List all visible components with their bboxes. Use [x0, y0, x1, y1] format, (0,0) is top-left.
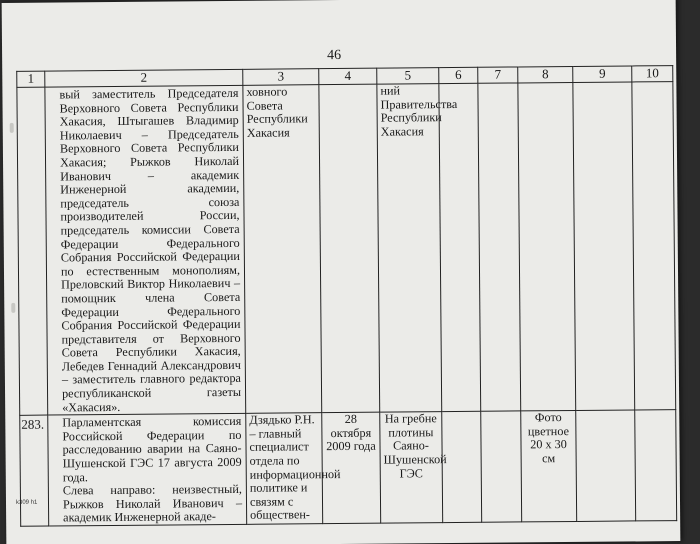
date-cell: [319, 84, 380, 413]
binder-hole: [11, 303, 15, 313]
row-number: 283.: [20, 415, 49, 526]
date-cell: 28 октября 2009 года: [322, 412, 381, 523]
page-number: 46: [327, 47, 342, 64]
footer-stamp: k309 h1: [15, 499, 38, 506]
location-cell: На гребне плотины Саяно-Шушенской ГЭС: [380, 412, 443, 523]
column-header: 5: [377, 68, 439, 85]
description-title: Парламентская комиссия Российской Федерации по расследованию аварии на Саяно-Шушенской ГЭС 17 августа 2009 года.: [62, 414, 242, 485]
empty-cell: [635, 410, 677, 521]
row-number: [17, 87, 48, 415]
empty-cell: [478, 83, 521, 412]
author-cell: Дзядько Р.Н. – главный специалист отдела по информационной политике и связям с обществен-: [246, 413, 323, 524]
empty-cell: [442, 412, 482, 523]
archive-inventory-table: [16, 65, 677, 527]
format-cell: Фото цветное 20 х 30 см: [521, 411, 577, 522]
empty-cell: [573, 82, 635, 411]
column-header: 3: [243, 69, 319, 86]
empty-cell: [576, 410, 636, 521]
empty-cell: [632, 82, 676, 411]
column-header: 10: [632, 66, 673, 82]
binder-hole: [10, 123, 14, 133]
empty-cell: [439, 83, 481, 412]
description-cell: [48, 414, 247, 526]
column-header: 6: [439, 67, 478, 83]
empty-cell: [481, 411, 522, 522]
column-header: 4: [319, 68, 377, 85]
column-header: 9: [573, 66, 632, 83]
format-cell: [518, 82, 576, 411]
column-header: 7: [478, 67, 518, 83]
description-text: Слева направо: неизвестный, Рыжков Николай Иванович – академик Инженерной акаде-: [62, 482, 243, 525]
description-text: вый заместитель Председателя Верховного Совета Республики Хакасия, Штыгашев Владимир Николаевич – Председатель Верховного Совета Республики Хакасия; Рыжков Николай Иванович – академик Инженерной академии, председатель союза производителей России, председатель комиссии Совета Федерации Федерального Собрания Российской Федерации по естественным монополиям, Преловский Виктор Николаевич – помощник члена Совета Федерации Федерального Собрания Российской Федерации представителя от Верховного Совета Республики Хакасия, Лебедев Геннадий Александрович – заместитель главного редактора республиканской газеты «Хакасия».: [59, 85, 242, 415]
table-row: [20, 410, 677, 526]
column-header: 8: [518, 66, 573, 82]
description-cell: [45, 85, 246, 415]
column-header: 2: [45, 69, 243, 87]
table-row: [17, 82, 676, 416]
author-cell: ховного Совета Республики Хакасия: [243, 85, 322, 414]
column-header: 1: [17, 71, 45, 87]
location-cell: ний Правительства Республики Хакасия: [377, 84, 442, 413]
document-page: [2, 0, 681, 544]
